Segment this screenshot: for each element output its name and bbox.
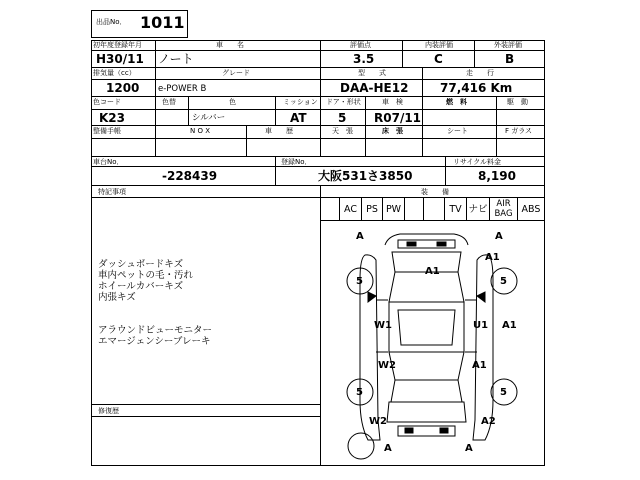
roof-label: 天 張 [332,127,353,135]
repair-label: 修復歴 [98,407,119,415]
mark-a-bottom-left: A [384,443,392,454]
note-line: 車内ペットの毛・汚れ [98,270,194,281]
exterior-label: 外装評価 [494,41,522,49]
equipment-label: 装 備 [421,188,449,196]
chassis-value: -228439 [162,169,218,183]
displacement-label: 排気量（cc） [93,69,136,77]
equip-airbag: AIR BAG [494,199,513,219]
mark-a-bottom-right: A [465,443,473,454]
grade-label: グレード [222,69,250,77]
interior-value: C [434,52,443,66]
note-line: ホイールカバーキズ [98,281,184,292]
recycle-value: 8,190 [478,169,516,183]
plate-label: 登録No． [281,158,312,166]
mark-w2: W2 [378,360,396,371]
history-label: 車 歴 [265,127,293,135]
recycle-label: リサイクル料金 [453,158,502,166]
nox-label: N O X [190,127,210,135]
mark-w1: W1 [374,320,392,331]
doors-value: 5 [338,111,347,125]
lot-number: 1011 [140,13,185,32]
drive-label: 駆 動 [507,98,528,106]
first-reg-value: H30/11 [96,52,144,66]
mark-a1-right-rear: A1 [472,360,487,371]
manual-label: 整備手帳 [93,127,121,135]
mission-label: ミッション [283,98,318,106]
equip-ps: PS [366,204,378,215]
note-line: ダッシュボードキズ [98,259,184,270]
mark-a2-rear: A2 [481,416,496,427]
seat-label: シート [447,127,468,135]
notes-label: 特記事項 [98,188,126,196]
equip-pw: PW [385,204,402,215]
equip-tv: TV [449,204,462,215]
mission-value: AT [290,111,307,125]
mark-tire-rf: 5 [500,276,507,287]
doors-label: ドア・形状 [326,98,361,106]
mileage-value: 77,416 Km [440,81,513,95]
equip-abs: ABS [521,204,541,215]
type-value: DAA-HE12 [340,81,409,95]
grade-value: e-POWER B [158,84,207,94]
first-reg-label: 初年度登録年月 [93,41,142,49]
equip-navi: ナビ [468,204,488,215]
score-value: 3.5 [353,52,375,66]
mark-tire-rr: 5 [500,387,507,398]
exterior-value: B [505,52,515,66]
note-line: 内張キズ [98,292,136,303]
mark-u1: U1 [473,320,489,331]
mark-a-left-top: A [356,231,364,242]
color-no-label: 色替 [162,98,176,106]
mark-tire-lf: 5 [356,276,363,287]
lot-label: 出品No． [96,18,127,26]
glass-label: F ガラス [505,127,533,135]
mark-a1-roof: A1 [425,266,440,277]
score-label: 評価点 [350,41,371,49]
color-value: シルバー [192,113,226,123]
color-code-value: K23 [99,111,125,125]
mark-a1-right-door: A1 [502,320,517,331]
chassis-label: 車台No． [93,158,124,166]
type-label: 型 式 [358,69,386,77]
inspection-value: R07/11 [374,111,422,125]
plate-value: 大阪531さ3850 [318,169,413,183]
mark-tire-lr: 5 [356,387,363,398]
model-value: ノート [158,52,194,66]
interior-label: 内装評価 [425,41,453,49]
color-label: 色 [229,98,236,106]
note-line: エマージェンシーブレーキ [98,336,211,347]
equip-ac: AC [344,204,357,215]
model-label: 車 名 [216,41,244,49]
inspection-label: 車 検 [382,98,403,106]
mark-w2-rear: W2 [369,416,387,427]
mileage-label: 走 行 [466,69,494,77]
fuel-label: 燃 料 [446,98,467,106]
note-line: アラウンドビューモニター [98,325,213,336]
color-code-label: 色コード [93,98,121,106]
floor-label: 床 張 [382,127,403,135]
mark-a-right-top: A [495,231,503,242]
mark-a1-right-front: A1 [485,252,500,263]
displacement-value: 1200 [106,81,140,95]
